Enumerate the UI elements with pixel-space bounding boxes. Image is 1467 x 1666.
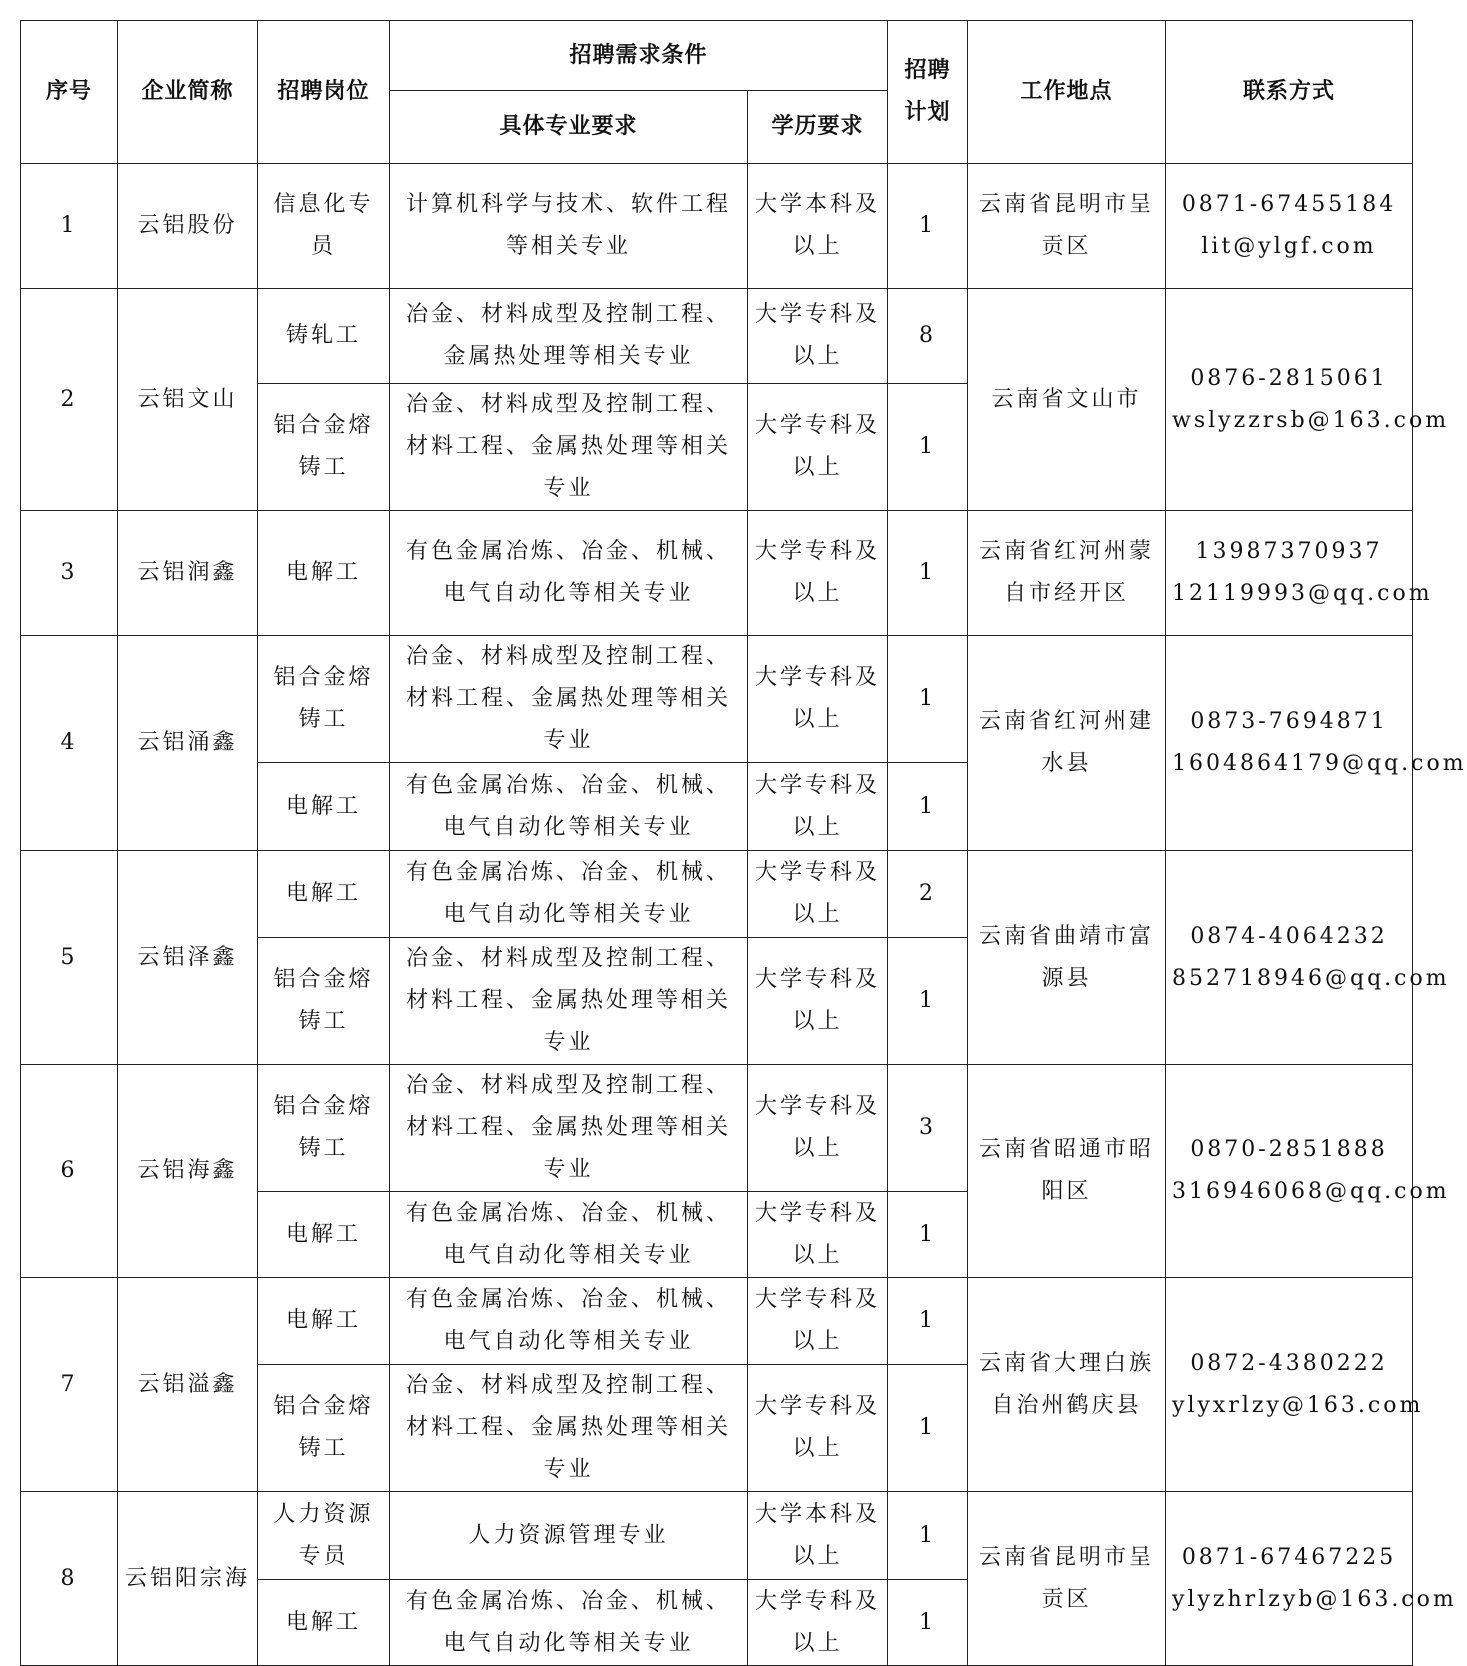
plan-cell: 1	[888, 1278, 968, 1365]
major-cell: 冶金、材料成型及控制工程、材料工程、金属热处理等相关专业	[390, 938, 748, 1065]
table-row	[21, 289, 1413, 384]
table-row	[21, 636, 1413, 763]
seq-cell: 4	[21, 636, 118, 851]
seq-cell: 1	[21, 164, 118, 289]
table-header	[21, 21, 1413, 164]
contact-phone: 13987370937	[1195, 539, 1383, 564]
company-cell: 云铝润鑫	[118, 511, 258, 636]
table-body	[21, 164, 1467, 1666]
education-cell: 大学专科及以上	[748, 384, 888, 511]
contact-email[interactable]: wslyzzrsb@163.com	[1172, 407, 1450, 433]
education-cell: 大学专科及以上	[748, 636, 888, 763]
plan-cell: 3	[888, 1065, 968, 1192]
education-cell: 大学专科及以上	[748, 938, 888, 1065]
plan-cell: 1	[888, 164, 968, 289]
plan-cell: 1	[888, 511, 968, 636]
recruitment-table	[20, 20, 1467, 1666]
education-cell: 大学专科及以上	[748, 1278, 888, 1365]
contact-phone: 0874-4064232	[1190, 923, 1388, 949]
contact-cell	[1166, 164, 1413, 289]
header-major: 具体专业要求	[390, 91, 748, 164]
header-conditions: 招聘需求条件	[390, 21, 888, 91]
seq-cell: 3	[21, 511, 118, 636]
header-contact: 联系方式	[1166, 21, 1413, 164]
location-cell: 云南省大理白族自治州鹤庆县	[968, 1278, 1166, 1492]
major-cell: 有色金属冶炼、冶金、机械、电气自动化等相关专业	[390, 1580, 748, 1666]
contact-cell	[1166, 636, 1467, 851]
plan-cell: 1	[888, 1492, 968, 1580]
plan-cell: 1	[888, 1192, 968, 1278]
contact-email[interactable]: ylyzhrlzyb@163.com	[1172, 1586, 1457, 1612]
position-cell: 电解工	[258, 511, 390, 636]
header-company: 企业简称	[118, 21, 258, 164]
table-row	[21, 164, 1413, 289]
company-cell: 云铝泽鑫	[118, 851, 258, 1065]
company-cell: 云铝涌鑫	[118, 636, 258, 851]
company-cell: 云铝海鑫	[118, 1065, 258, 1278]
seq-cell: 2	[21, 289, 118, 511]
contact-phone: 0871-67467225	[1181, 1544, 1397, 1570]
position-cell: 铝合金熔铸工	[258, 938, 390, 1065]
position-cell: 电解工	[258, 851, 390, 938]
company-cell: 云铝文山	[118, 289, 258, 511]
major-cell: 有色金属冶炼、冶金、机械、电气自动化等相关专业	[390, 1278, 748, 1365]
contact-email[interactable]: lit@ylgf.com	[1201, 234, 1377, 259]
contact-cell	[1166, 1065, 1450, 1278]
location-cell: 云南省红河州蒙自市经开区	[968, 511, 1166, 636]
education-cell: 大学专科及以上	[748, 1365, 888, 1492]
plan-cell: 8	[888, 289, 968, 384]
plan-cell: 1	[888, 1365, 968, 1492]
contact-phone: 0870-2851888	[1190, 1137, 1388, 1162]
education-cell: 大学专科及以上	[748, 1580, 888, 1666]
position-cell: 电解工	[258, 763, 390, 851]
seq-cell: 7	[21, 1278, 118, 1492]
table-row	[21, 1065, 1413, 1192]
education-cell: 大学专科及以上	[748, 511, 888, 636]
contact-phone: 0872-4380222	[1190, 1350, 1388, 1376]
position-cell: 电解工	[258, 1192, 390, 1278]
education-cell: 大学专科及以上	[748, 763, 888, 851]
position-cell: 人力资源专员	[258, 1492, 390, 1580]
major-cell: 冶金、材料成型及控制工程、材料工程、金属热处理等相关专业	[390, 1065, 748, 1192]
major-cell: 有色金属冶炼、冶金、机械、电气自动化等相关专业	[390, 1192, 748, 1278]
company-cell: 云铝溢鑫	[118, 1278, 258, 1492]
table-row	[21, 511, 1413, 636]
position-cell: 电解工	[258, 1278, 390, 1365]
education-cell: 大学专科及以上	[748, 851, 888, 938]
plan-cell: 1	[888, 938, 968, 1065]
major-cell: 计算机科学与技术、软件工程等相关专业	[390, 164, 748, 289]
major-cell: 有色金属冶炼、冶金、机械、电气自动化等相关专业	[390, 511, 748, 636]
plan-cell: 1	[888, 384, 968, 511]
position-cell: 铝合金熔铸工	[258, 1065, 390, 1192]
location-cell: 云南省红河州建水县	[968, 636, 1166, 851]
header-location: 工作地点	[968, 21, 1166, 164]
contact-phone: 0873-7694871	[1190, 709, 1388, 734]
location-cell: 云南省昭通市昭阳区	[968, 1065, 1166, 1278]
major-cell: 冶金、材料成型及控制工程、材料工程、金属热处理等相关专业	[390, 1365, 748, 1492]
contact-email[interactable]: 316946068@qq.com	[1172, 1179, 1450, 1204]
header-education: 学历要求	[748, 91, 888, 164]
position-cell: 电解工	[258, 1580, 390, 1666]
company-cell: 云铝股份	[118, 164, 258, 289]
contact-email[interactable]: 1604864179@qq.com	[1172, 751, 1467, 776]
contact-email[interactable]: ylyxrlzy@163.com	[1172, 1392, 1424, 1418]
major-cell: 冶金、材料成型及控制工程、材料工程、金属热处理等相关专业	[390, 384, 748, 511]
major-cell: 有色金属冶炼、冶金、机械、电气自动化等相关专业	[390, 851, 748, 938]
company-cell: 云铝阳宗海	[118, 1492, 258, 1666]
seq-cell: 5	[21, 851, 118, 1065]
contact-cell	[1166, 851, 1450, 1065]
position-cell: 铝合金熔铸工	[258, 384, 390, 511]
education-cell: 大学本科及以上	[748, 1492, 888, 1580]
plan-cell: 1	[888, 1580, 968, 1666]
major-cell: 人力资源管理专业	[390, 1492, 748, 1580]
plan-cell: 1	[888, 636, 968, 763]
seq-cell: 8	[21, 1492, 118, 1666]
education-cell: 大学专科及以上	[748, 289, 888, 384]
major-cell: 有色金属冶炼、冶金、机械、电气自动化等相关专业	[390, 763, 748, 851]
contact-cell	[1166, 1278, 1424, 1492]
position-cell: 铝合金熔铸工	[258, 1365, 390, 1492]
education-cell: 大学专科及以上	[748, 1192, 888, 1278]
education-cell: 大学本科及以上	[748, 164, 888, 289]
contact-phone: 0876-2815061	[1190, 365, 1388, 391]
location-cell: 云南省文山市	[968, 289, 1166, 511]
table-row	[21, 1492, 1413, 1580]
location-cell: 云南省昆明市呈贡区	[968, 1492, 1166, 1666]
major-cell: 冶金、材料成型及控制工程、金属热处理等相关专业	[390, 289, 748, 384]
plan-cell: 1	[888, 763, 968, 851]
contact-email[interactable]: 852718946@qq.com	[1172, 965, 1450, 991]
contact-cell	[1166, 511, 1433, 636]
table-row	[21, 1278, 1413, 1365]
position-cell: 铸轧工	[258, 289, 390, 384]
contact-cell	[1166, 289, 1450, 511]
contact-phone: 0871-67455184	[1181, 192, 1397, 217]
location-cell: 云南省昆明市呈贡区	[968, 164, 1166, 289]
position-cell: 铝合金熔铸工	[258, 636, 390, 763]
education-cell: 大学专科及以上	[748, 1065, 888, 1192]
header-position: 招聘岗位	[258, 21, 390, 164]
plan-cell: 2	[888, 851, 968, 938]
header-seq: 序号	[21, 21, 118, 164]
header-plan: 招聘计划	[888, 21, 968, 164]
contact-cell	[1166, 1492, 1457, 1666]
table-row	[21, 851, 1413, 938]
position-cell: 信息化专员	[258, 164, 390, 289]
contact-email[interactable]: 12119993@qq.com	[1172, 581, 1433, 606]
major-cell: 冶金、材料成型及控制工程、材料工程、金属热处理等相关专业	[390, 636, 748, 763]
location-cell: 云南省曲靖市富源县	[968, 851, 1166, 1065]
seq-cell: 6	[21, 1065, 118, 1278]
